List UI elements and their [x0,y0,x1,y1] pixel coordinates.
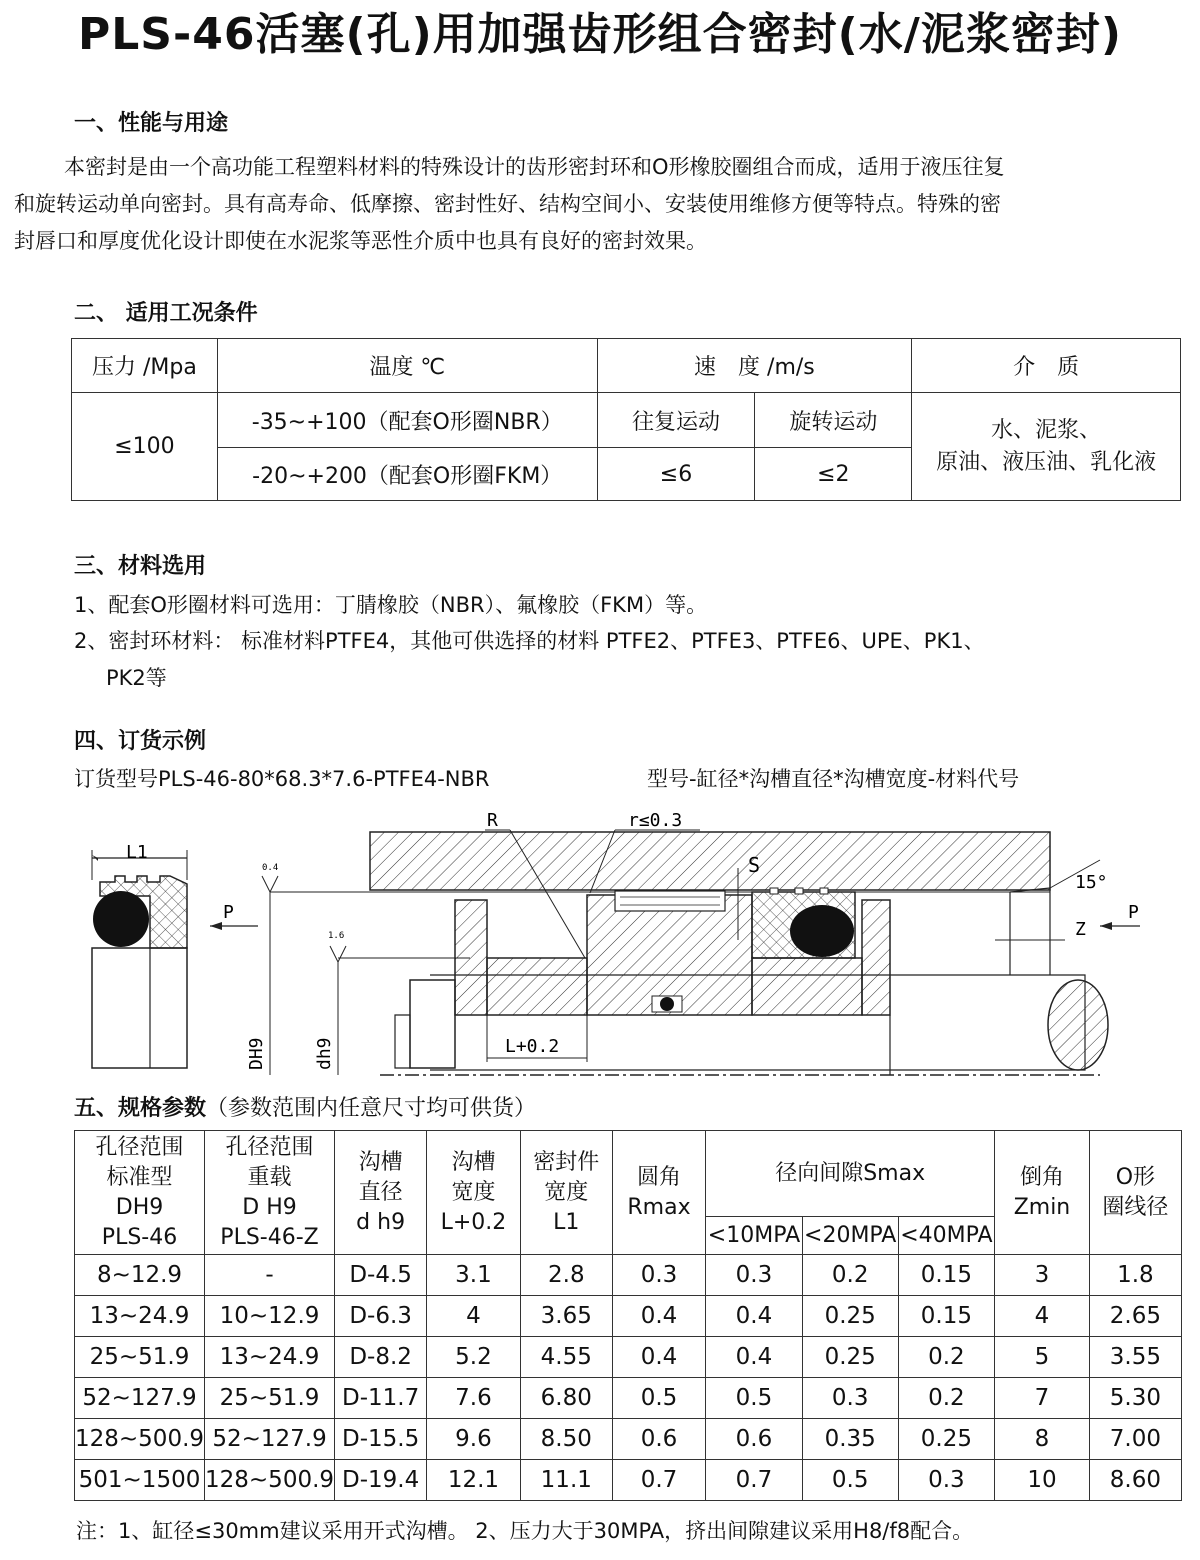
gap-s-label: S [748,853,761,877]
table-cell: 0.25 [802,1337,898,1378]
table-cell: 0.5 [706,1378,803,1419]
table-cell: 0.3 [706,1255,803,1296]
speed-reciprocating-value: ≤6 [597,448,755,501]
table-cell: 128~500.9 [75,1419,205,1460]
table-cell: 4 [995,1296,1089,1337]
table-cell: 0.5 [612,1378,705,1419]
chamfer-z-label: Z [1075,919,1086,940]
table-cell: 3.65 [520,1296,612,1337]
table-cell: 0.4 [612,1296,705,1337]
conditions-table [71,338,1181,501]
header-text: d h9 [356,1209,406,1235]
table-row [75,1419,1182,1460]
table-cell: 9.6 [427,1419,520,1460]
section-5-note: （参数范围内任意尺寸均可供货） [206,1096,537,1121]
header-text: 直径 [358,1179,403,1205]
table-cell: 25~51.9 [205,1378,335,1419]
header-chamfer [995,1131,1089,1255]
header-text: 沟槽 [451,1149,496,1175]
section-1-line-3: 封唇口和厚度优化设计即使在水泥浆等恶性介质中也具有良好的密封效果。 [14,229,707,253]
table-cell: 0.3 [802,1378,898,1419]
footnote: 注：1、缸径≤30mm建议采用开式沟槽。 2、压力大于30MPA，挤出间隙建议采用H8/f8配合。 [76,1519,974,1543]
materials-line-1: 1、配套O形圈材料可选用：丁腈橡胶（NBR）、氟橡胶（FKM）等。 [74,593,708,617]
header-bore-standard [75,1131,205,1255]
table-cell: - [205,1255,335,1296]
table-cell: 10~12.9 [205,1296,335,1337]
table-cell: 0.3 [898,1460,995,1501]
header-text: Rmax [627,1194,691,1220]
temp-nbr: -35~+100（配套O形圈NBR） [217,393,597,448]
header-text: 圈线径 [1102,1194,1169,1220]
radius-label: R [487,810,498,831]
table-cell: 0.7 [706,1460,803,1501]
table-cell: 0.15 [898,1296,995,1337]
o-ring-installed [790,905,854,957]
page-title: PLS-46活塞(孔)用加强齿形组合密封(水/泥浆密封) [78,9,1122,60]
table-row [75,1378,1182,1419]
pressure-left-label: P [223,902,234,923]
table-row [75,1296,1182,1337]
table-cell: 0.4 [706,1337,803,1378]
header-speed: 速 度 /m/s [597,339,912,393]
table-cell: 8.60 [1089,1460,1181,1501]
medium-line-1: 水、泥浆、 [991,417,1102,443]
table-cell: 0.4 [706,1296,803,1337]
table-row [75,1255,1182,1296]
speed-rotating-label: 旋转运动 [755,393,912,448]
section-1-line-2: 和旋转运动单向密封。具有高寿命、低摩擦、密封性好、结构空间小、安装使用维修方便等特点。特殊的密 [14,192,1001,216]
header-text: 宽度 [544,1179,589,1205]
header-text: PLS-46-Z [220,1224,319,1250]
table-cell: 501~1500 [75,1460,205,1501]
table-cell: D-4.5 [335,1255,427,1296]
header-radial-gap: 径向间隙Smax [706,1131,995,1217]
cylinder-wall [370,832,1050,890]
small-radius-label: r≤0.3 [628,810,683,831]
header-oring-cs [1089,1131,1181,1255]
section-2-heading: 二、 适用工况条件 [74,301,258,326]
header-radius [612,1131,705,1255]
table-cell: 10 [995,1460,1089,1501]
dim-dh9-small-label: dh9 [314,1037,335,1070]
table-cell: 5.2 [427,1337,520,1378]
table-cell: 12.1 [427,1460,520,1501]
header-text: L1 [553,1209,580,1235]
table-cell: 11.1 [520,1460,612,1501]
header-text: 倒角 [1019,1164,1064,1190]
header-text: 圆角 [637,1164,682,1190]
spec-table-body [75,1255,1182,1501]
table-cell: 7.00 [1089,1419,1181,1460]
seal-installation-diagram [0,800,1200,1090]
table-cell: 0.25 [898,1419,995,1460]
table-cell: 7 [995,1378,1089,1419]
materials-line-2: 2、密封环材料： 标准材料PTFE4，其他可供选择的材料 PTFE2、PTFE3、PTFE6、UPE、PK1、 [74,629,985,653]
table-cell: D-19.4 [335,1460,427,1501]
table-cell: 0.2 [802,1255,898,1296]
table-cell: 0.6 [612,1419,705,1460]
header-text: 孔径范围 [225,1134,314,1160]
roughness-16: 1.6 [328,931,345,941]
roughness-04: 0.4 [262,863,279,873]
table-cell: 0.15 [898,1255,995,1296]
header-text: DH9 [115,1194,164,1220]
table-cell: D-11.7 [335,1378,427,1419]
table-cell: 0.5 [802,1460,898,1501]
table-cell: 8.50 [520,1419,612,1460]
table-row [75,1337,1182,1378]
table-cell: 13~24.9 [75,1296,205,1337]
medium-line-2: 原油、液压油、乳化液 [936,449,1157,475]
section-3-heading: 三、材料选用 [74,554,207,579]
table-cell: 0.4 [612,1337,705,1378]
header-text: 沟槽 [358,1149,403,1175]
order-explanation: 型号-缸径*沟槽直径*沟槽宽度-材料代号 [647,767,1020,791]
section-5-heading-row [74,1091,536,1122]
header-text: O形 [1115,1164,1156,1190]
header-gap-20mpa: <20MPA [802,1217,898,1255]
temp-fkm: -20~+200（配套O形圈FKM） [217,448,597,501]
table-cell: 0.35 [802,1419,898,1460]
table-cell: 0.2 [898,1337,995,1378]
table-cell: 1.8 [1089,1255,1181,1296]
table-cell: 2.65 [1089,1296,1181,1337]
table-cell: 5.30 [1089,1378,1181,1419]
section-1-line-1: 本密封是由一个高功能工程塑料材料的特殊设计的齿形密封环和O形橡胶圈组合而成，适用于液压往复 [64,155,1005,179]
header-bore-heavy [205,1131,335,1255]
section-1-heading: 一、性能与用途 [74,111,229,136]
header-text: D H9 [242,1194,297,1220]
header-text: 重载 [247,1164,292,1190]
header-text: 标准型 [106,1164,173,1190]
header-text: Zmin [1013,1194,1071,1220]
header-pressure: 压力 /Mpa [72,339,218,393]
header-text: PLS-46 [101,1224,178,1250]
table-cell: 3 [995,1255,1089,1296]
table-cell: 13~24.9 [205,1337,335,1378]
table-cell: D-8.2 [335,1337,427,1378]
table-cell: D-15.5 [335,1419,427,1460]
table-cell: 128~500.9 [205,1460,335,1501]
table-cell: 0.6 [706,1419,803,1460]
section-5-heading: 五、规格参数 [74,1096,207,1121]
table-cell: 2.8 [520,1255,612,1296]
materials-line-3: PK2等 [106,666,167,690]
table-cell: 5 [995,1337,1089,1378]
table-cell: D-6.3 [335,1296,427,1337]
table-cell: 52~127.9 [75,1378,205,1419]
header-seal-width [520,1131,612,1255]
table-cell: 8~12.9 [75,1255,205,1296]
dim-l1-label: L1 [126,842,148,863]
header-text: 密封件 [533,1149,600,1175]
table-cell: 3.55 [1089,1337,1181,1378]
table-cell: 4.55 [520,1337,612,1378]
medium-value [912,393,1181,501]
header-text: L+0.2 [440,1209,507,1235]
header-groove-diameter [335,1131,427,1255]
chamfer-angle-label: 15° [1075,872,1108,893]
table-cell: 8 [995,1419,1089,1460]
pressure-right-label: P [1128,902,1139,923]
table-row [75,1460,1182,1501]
table-cell: 0.25 [802,1296,898,1337]
header-text: 孔径范围 [95,1134,184,1160]
header-text: 宽度 [451,1179,496,1205]
header-gap-40mpa: <40MPA [898,1217,995,1255]
order-example: 订货型号PLS-46-80*68.3*7.6-PTFE4-NBR [74,767,490,791]
spec-table [74,1130,1182,1501]
header-medium: 介 质 [912,339,1181,393]
table-cell: 0.7 [612,1460,705,1501]
table-cell: 25~51.9 [75,1337,205,1378]
table-cell: 0.2 [898,1378,995,1419]
dim-dh9-label: DH9 [246,1037,267,1070]
table-cell: 52~127.9 [205,1419,335,1460]
header-groove-width [427,1131,520,1255]
groove-width-label: L+0.2 [505,1036,560,1057]
header-gap-10mpa: <10MPA [706,1217,803,1255]
table-cell: 0.3 [612,1255,705,1296]
table-cell: 4 [427,1296,520,1337]
speed-rotating-value: ≤2 [755,448,912,501]
header-temperature: 温度 ℃ [217,339,597,393]
seal-cross-section [92,842,187,1068]
table-cell: 7.6 [427,1378,520,1419]
table-cell: 6.80 [520,1378,612,1419]
table-cell: 3.1 [427,1255,520,1296]
pressure-value: ≤100 [72,393,218,501]
section-4-heading: 四、订货示例 [74,729,207,754]
speed-reciprocating-label: 往复运动 [597,393,755,448]
o-ring [93,891,149,947]
